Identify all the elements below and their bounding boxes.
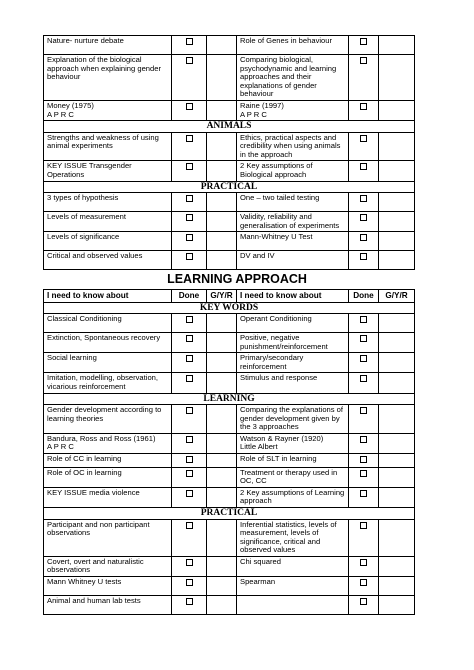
topic-cell: 3 types of hypothesis xyxy=(44,193,172,212)
topic-cell: Gender development according to learning theories xyxy=(44,405,172,434)
gyr-cell[interactable] xyxy=(207,373,237,393)
done-checkbox-cell xyxy=(172,454,207,468)
done-checkbox-2-cell xyxy=(349,55,379,101)
done-checkbox-2-cell xyxy=(349,232,379,251)
section-label: PRACTICAL xyxy=(44,181,415,193)
topic-cell-2: Comparing the explanations of gender development given by the 3 approaches xyxy=(237,405,349,434)
done-checkbox-cell xyxy=(172,519,207,556)
table-row xyxy=(44,373,415,393)
learning-approach-title: LEARNING APPROACH xyxy=(167,272,307,286)
topic-cell: Animal and human lab tests xyxy=(44,596,172,615)
table-row xyxy=(44,212,415,232)
done-checkbox-2[interactable] xyxy=(360,57,367,64)
done-checkbox[interactable] xyxy=(186,57,193,64)
gyr-cell[interactable] xyxy=(207,577,237,596)
topic-cell: Imitation, modelling, observation, vicarious reinforcement xyxy=(44,373,172,393)
done-checkbox[interactable] xyxy=(186,522,193,529)
done-checkbox-2-cell xyxy=(349,36,379,55)
done-checkbox-2-cell xyxy=(349,405,379,434)
topic-cell: Covert, overt and naturalistic observations xyxy=(44,556,172,576)
done-checkbox[interactable] xyxy=(186,579,193,586)
gyr-cell[interactable] xyxy=(207,132,237,161)
section-label: LEARNING xyxy=(44,393,415,405)
table-row xyxy=(44,405,415,434)
table-row xyxy=(44,55,415,101)
gyr-cell-2[interactable] xyxy=(379,577,415,596)
gyr-cell-2[interactable] xyxy=(379,487,415,507)
done-checkbox-cell xyxy=(172,100,207,120)
table-row xyxy=(44,454,415,468)
topic-cell-2: Chi squared xyxy=(237,556,349,576)
done-checkbox-cell xyxy=(172,55,207,101)
gyr-cell-2[interactable] xyxy=(379,36,415,55)
gyr-cell[interactable] xyxy=(207,467,237,487)
topic-cell-2: Spearman xyxy=(237,577,349,596)
done-checkbox-2[interactable] xyxy=(360,163,367,170)
done-checkbox-cell xyxy=(172,405,207,434)
done-checkbox-2[interactable] xyxy=(360,195,367,202)
section-label: ANIMALS xyxy=(44,121,415,133)
gyr-cell[interactable] xyxy=(207,596,237,615)
gyr-cell-2[interactable] xyxy=(379,232,415,251)
done-checkbox-cell xyxy=(172,487,207,507)
done-checkbox-cell xyxy=(172,251,207,270)
done-checkbox-2-cell xyxy=(349,467,379,487)
gyr-cell-2[interactable] xyxy=(379,100,415,120)
topic-cell-2: Comparing biological, psychodynamic and learning approaches and their explanations of gender behaviour xyxy=(237,55,349,101)
gyr-cell[interactable] xyxy=(207,519,237,556)
header-done: Done xyxy=(172,290,207,303)
topic-cell-2: One – two tailed testing xyxy=(237,193,349,212)
done-checkbox-cell xyxy=(172,596,207,615)
gyr-cell[interactable] xyxy=(207,251,237,270)
done-checkbox-2[interactable] xyxy=(360,559,367,566)
header-topic-2: I need to know about xyxy=(237,290,349,303)
gyr-cell-2[interactable] xyxy=(379,314,415,333)
topic-cell-2: Inferential statistics, levels of measurement, levels of significance, critical and observed values xyxy=(237,519,349,556)
section-header-row xyxy=(44,121,415,133)
done-checkbox[interactable] xyxy=(186,214,193,221)
table-row xyxy=(44,314,415,333)
header-gyr: G/Y/R xyxy=(207,290,237,303)
table-row xyxy=(44,353,415,373)
done-checkbox-cell xyxy=(172,212,207,232)
section-label: KEY WORDS xyxy=(44,302,415,314)
done-checkbox-2[interactable] xyxy=(360,135,367,142)
done-checkbox-2[interactable] xyxy=(360,335,367,342)
done-checkbox[interactable] xyxy=(186,195,193,202)
topic-cell: Participant and non participant observations xyxy=(44,519,172,556)
table-row xyxy=(44,232,415,251)
done-checkbox-2-cell xyxy=(349,373,379,393)
topic-cell: Nature- nurture debate xyxy=(44,36,172,55)
gyr-cell-2[interactable] xyxy=(379,596,415,615)
gyr-cell[interactable] xyxy=(207,454,237,468)
done-checkbox-2-cell xyxy=(349,132,379,161)
gyr-cell[interactable] xyxy=(207,333,237,353)
done-checkbox-cell xyxy=(172,373,207,393)
header-done-2: Done xyxy=(349,290,379,303)
table-row xyxy=(44,251,415,270)
topic-cell: Explanation of the biological approach when explaining gender behaviour xyxy=(44,55,172,101)
done-checkbox[interactable] xyxy=(186,407,193,414)
header-gyr-2: G/Y/R xyxy=(379,290,415,303)
done-checkbox-2-cell xyxy=(349,314,379,333)
done-checkbox-2[interactable] xyxy=(360,316,367,323)
topic-cell: Strengths and weakness of using animal experiments xyxy=(44,132,172,161)
table-row xyxy=(44,433,415,453)
topic-cell-2: Validity, reliability and generalisation of experiments xyxy=(237,212,349,232)
learning-checklist-table xyxy=(43,289,415,615)
gyr-cell[interactable] xyxy=(207,232,237,251)
done-checkbox-2[interactable] xyxy=(360,579,367,586)
section-header-row xyxy=(44,181,415,193)
table-row xyxy=(44,519,415,556)
done-checkbox-2-cell xyxy=(349,487,379,507)
topic-cell: Social learning xyxy=(44,353,172,373)
done-checkbox[interactable] xyxy=(186,470,193,477)
done-checkbox-2-cell xyxy=(349,596,379,615)
done-checkbox[interactable] xyxy=(186,316,193,323)
done-checkbox-2[interactable] xyxy=(360,490,367,497)
done-checkbox[interactable] xyxy=(186,598,193,605)
done-checkbox-2[interactable] xyxy=(360,456,367,463)
gyr-cell[interactable] xyxy=(207,405,237,434)
topic-cell-2: DV and IV xyxy=(237,251,349,270)
done-checkbox-2-cell xyxy=(349,577,379,596)
done-checkbox-cell xyxy=(172,132,207,161)
done-checkbox-cell xyxy=(172,577,207,596)
done-checkbox-2-cell xyxy=(349,161,379,181)
gyr-cell-2[interactable] xyxy=(379,353,415,373)
table-row xyxy=(44,487,415,507)
done-checkbox[interactable] xyxy=(186,490,193,497)
gyr-cell-2[interactable] xyxy=(379,467,415,487)
topic-cell: KEY ISSUE media violence xyxy=(44,487,172,507)
done-checkbox[interactable] xyxy=(186,234,193,241)
done-checkbox[interactable] xyxy=(186,335,193,342)
topic-cell-2: Watson & Rayner (1920) Little Albert xyxy=(237,433,349,453)
done-checkbox-2-cell xyxy=(349,433,379,453)
done-checkbox-cell xyxy=(172,314,207,333)
topic-cell-2: Role of Genes in behaviour xyxy=(237,36,349,55)
done-checkbox-2-cell xyxy=(349,251,379,270)
done-checkbox[interactable] xyxy=(186,456,193,463)
topic-cell: Classical Conditioning xyxy=(44,314,172,333)
topic-cell-2: 2 Key assumptions of Biological approach xyxy=(237,161,349,181)
gyr-cell-2[interactable] xyxy=(379,161,415,181)
done-checkbox-2[interactable] xyxy=(360,38,367,45)
done-checkbox[interactable] xyxy=(186,559,193,566)
done-checkbox[interactable] xyxy=(186,355,193,362)
done-checkbox-2[interactable] xyxy=(360,436,367,443)
table-row xyxy=(44,333,415,353)
done-checkbox-2[interactable] xyxy=(360,598,367,605)
done-checkbox-2-cell xyxy=(349,212,379,232)
done-checkbox[interactable] xyxy=(186,253,193,260)
topic-cell: Money (1975) A P R C xyxy=(44,100,172,120)
table-row xyxy=(44,100,415,120)
table-row xyxy=(44,36,415,55)
topic-cell-2: Ethics, practical aspects and credibility when using animals in the approach xyxy=(237,132,349,161)
done-checkbox-2[interactable] xyxy=(360,253,367,260)
gyr-cell-2[interactable] xyxy=(379,373,415,393)
section-label: PRACTICAL xyxy=(44,508,415,520)
done-checkbox-cell xyxy=(172,333,207,353)
gyr-cell-2[interactable] xyxy=(379,55,415,101)
done-checkbox-cell xyxy=(172,353,207,373)
gyr-cell-2[interactable] xyxy=(379,433,415,453)
topic-cell-2: Mann-Whitney U Test xyxy=(237,232,349,251)
gyr-cell[interactable] xyxy=(207,314,237,333)
done-checkbox-2-cell xyxy=(349,519,379,556)
done-checkbox-2[interactable] xyxy=(360,355,367,362)
gyr-cell-2[interactable] xyxy=(379,193,415,212)
topic-cell: Role of CC in learning xyxy=(44,454,172,468)
topic-cell-2: Operant Conditioning xyxy=(237,314,349,333)
topic-cell: KEY ISSUE Transgender Operations xyxy=(44,161,172,181)
gyr-cell[interactable] xyxy=(207,487,237,507)
gyr-cell-2[interactable] xyxy=(379,454,415,468)
done-checkbox-cell xyxy=(172,193,207,212)
done-checkbox[interactable] xyxy=(186,38,193,45)
done-checkbox-cell xyxy=(172,556,207,576)
gyr-cell[interactable] xyxy=(207,100,237,120)
done-checkbox-2-cell xyxy=(349,193,379,212)
done-checkbox[interactable] xyxy=(186,103,193,110)
done-checkbox-cell xyxy=(172,161,207,181)
done-checkbox-2[interactable] xyxy=(360,234,367,241)
header-topic: I need to know about xyxy=(44,290,172,303)
done-checkbox-cell xyxy=(172,467,207,487)
topic-cell-2: Stimulus and response xyxy=(237,373,349,393)
table-row xyxy=(44,161,415,181)
gyr-cell[interactable] xyxy=(207,55,237,101)
gyr-cell-2[interactable] xyxy=(379,556,415,576)
table-row xyxy=(44,132,415,161)
topic-cell: Levels of significance xyxy=(44,232,172,251)
topic-cell: Levels of measurement xyxy=(44,212,172,232)
gyr-cell-2[interactable] xyxy=(379,333,415,353)
topic-cell-2: Role of SLT in learning xyxy=(237,454,349,468)
topic-cell: Critical and observed values xyxy=(44,251,172,270)
topic-cell-2 xyxy=(237,596,349,615)
topic-cell-2: Raine (1997) A P R C xyxy=(237,100,349,120)
table-row xyxy=(44,556,415,576)
gyr-cell-2[interactable] xyxy=(379,405,415,434)
done-checkbox[interactable] xyxy=(186,135,193,142)
gyr-cell-2[interactable] xyxy=(379,132,415,161)
done-checkbox-2-cell xyxy=(349,100,379,120)
gyr-cell[interactable] xyxy=(207,433,237,453)
table-row xyxy=(44,596,415,615)
topic-cell: Extinction, Spontaneous recovery xyxy=(44,333,172,353)
topic-cell: Role of OC in learning xyxy=(44,467,172,487)
gyr-cell[interactable] xyxy=(207,556,237,576)
gyr-cell-2[interactable] xyxy=(379,251,415,270)
done-checkbox-2-cell xyxy=(349,333,379,353)
done-checkbox[interactable] xyxy=(186,436,193,443)
gyr-cell[interactable] xyxy=(207,193,237,212)
topic-cell-2: Primary/secondary reinforcement xyxy=(237,353,349,373)
gyr-cell[interactable] xyxy=(207,36,237,55)
done-checkbox-cell xyxy=(172,232,207,251)
table-row xyxy=(44,193,415,212)
topic-cell: Mann Whitney U tests xyxy=(44,577,172,596)
done-checkbox-2[interactable] xyxy=(360,407,367,414)
topic-cell-2: Positive, negative punishment/reinforcement xyxy=(237,333,349,353)
section-header-row xyxy=(44,393,415,405)
table-header-row xyxy=(44,290,415,303)
done-checkbox-2[interactable] xyxy=(360,214,367,221)
done-checkbox-cell xyxy=(172,433,207,453)
section-header-row xyxy=(44,508,415,520)
section-header-row xyxy=(44,302,415,314)
biological-checklist-table xyxy=(43,35,415,270)
done-checkbox[interactable] xyxy=(186,163,193,170)
done-checkbox-2[interactable] xyxy=(360,103,367,110)
topic-cell-2: 2 Key assumptions of Learning approach xyxy=(237,487,349,507)
gyr-cell[interactable] xyxy=(207,161,237,181)
done-checkbox-2-cell xyxy=(349,454,379,468)
gyr-cell[interactable] xyxy=(207,212,237,232)
gyr-cell-2[interactable] xyxy=(379,212,415,232)
done-checkbox-2[interactable] xyxy=(360,470,367,477)
table-row xyxy=(44,577,415,596)
done-checkbox-cell xyxy=(172,36,207,55)
done-checkbox-2-cell xyxy=(349,353,379,373)
gyr-cell[interactable] xyxy=(207,353,237,373)
done-checkbox-2[interactable] xyxy=(360,522,367,529)
done-checkbox-2-cell xyxy=(349,556,379,576)
gyr-cell-2[interactable] xyxy=(379,519,415,556)
table-row xyxy=(44,467,415,487)
topic-cell-2: Treatment or therapy used in OC, CC xyxy=(237,467,349,487)
topic-cell: Bandura, Ross and Ross (1961) A P R C xyxy=(44,433,172,453)
done-checkbox-2[interactable] xyxy=(360,375,367,382)
done-checkbox[interactable] xyxy=(186,375,193,382)
